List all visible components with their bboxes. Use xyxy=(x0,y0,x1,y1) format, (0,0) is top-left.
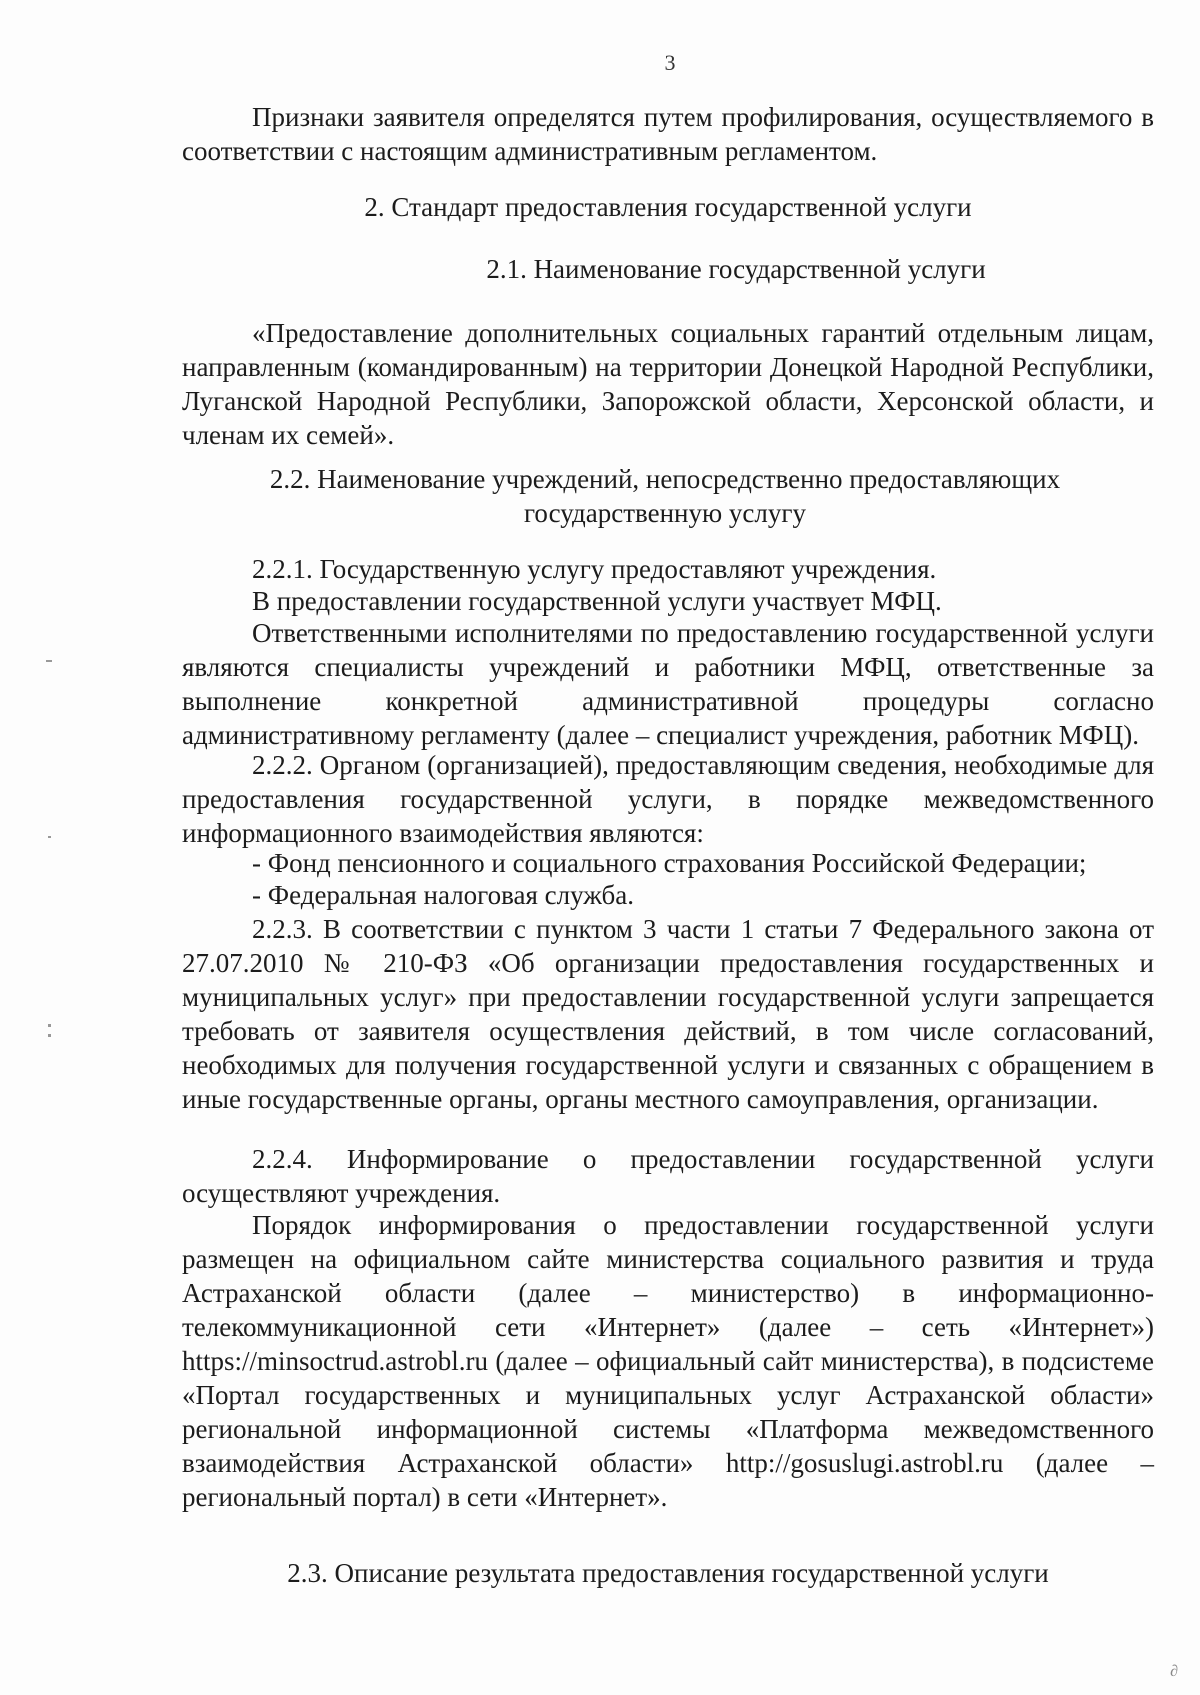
paragraph-2-2-4: 2.2.4. Информирование о предоставлении государственной услуги осуществляют учреждения. xyxy=(182,1144,1154,1208)
paragraph-info-order: Порядок информирования о предоставлении государственной услуги размещен на официальном сайте министерства социального развития и труда Астраханской области (далее – министерство) в информационно-телекоммуникационной сети «Интернет» (далее – сеть «Интернет») https://minsoctrud.astrobl.ru (далее – официальный сайт министерства), в подсистеме «Портал государственных и муниципальных услуг Астраханской области» региональной информационной системы «Платформа межведомственного взаимодействия Астраханской области» http://gosuslugi.astrobl.ru (далее – региональный портал) в сети «Интернет». xyxy=(182,1210,1154,1512)
scan-artifact xyxy=(48,836,51,838)
list-item-tax: - Федеральная налоговая служба. xyxy=(252,880,634,910)
scan-artifact xyxy=(48,1024,51,1027)
paragraph-intro: Признаки заявителя определятся путем профилирования, осуществляемого в соответствии с настоящим административным регламентом. xyxy=(182,102,1154,166)
section-heading-2-3: 2.3. Описание результата предоставления государственной услуги xyxy=(287,1558,1049,1588)
paragraph-mfc: В предоставлении государственной услуги участвует МФЦ. xyxy=(252,586,942,616)
section-heading-2: 2. Стандарт предоставления государственной услуги xyxy=(364,192,972,222)
paragraph-2-2-3: 2.2.3. В соответствии с пунктом 3 части 1 статьи 7 Федерального закона от 27.07.2010 № 210-ФЗ «Об организации предоставления государственных и муниципальных услуг» при предоставлении государственной услуги запрещается требовать от заявителя осуществления действий, в том числе согласований, необходимых для получения государственной услуги и связанных с обращением в иные государственные органы, органы местного самоуправления, организации. xyxy=(182,914,1154,1114)
paragraph-2-2-1: 2.2.1. Государственную услугу предоставляют учреждения. xyxy=(252,554,937,584)
section-heading-2-2: 2.2. Наименование учреждений, непосредственно предоставляющих государственную услугу xyxy=(269,464,1061,528)
paragraph-service-name: «Предоставление дополнительных социальных гарантий отдельным лицам, направленным (командированным) на территории Донецкой Народной Республики, Луганской Народной Республики, Запорожской области, Херсонской области, и членам их семей». xyxy=(182,318,1154,450)
scan-artifact xyxy=(46,660,52,662)
paragraph-responsible: Ответственными исполнителями по предоставлению государственной услуги являются специалисты учреждений и работники МФЦ, ответственные за выполнение конкретной административной процедуры согласно административному регламенту (далее – специалист учреждения, работник МФЦ). xyxy=(182,618,1154,750)
page-number: 3 xyxy=(664,50,676,75)
list-item-fund: - Фонд пенсионного и социального страхования Российской Федерации; xyxy=(252,848,1087,878)
section-heading-2-1: 2.1. Наименование государственной услуги xyxy=(486,254,986,284)
scan-artifact xyxy=(48,1034,51,1037)
corner-scan-mark: ∂ xyxy=(1170,1663,1178,1680)
paragraph-2-2-2: 2.2.2. Органом (организацией), предоставляющим сведения, необходимые для предоставления государственной услуги, в порядке межведомственного информационного взаимодействия являются: xyxy=(182,750,1154,848)
